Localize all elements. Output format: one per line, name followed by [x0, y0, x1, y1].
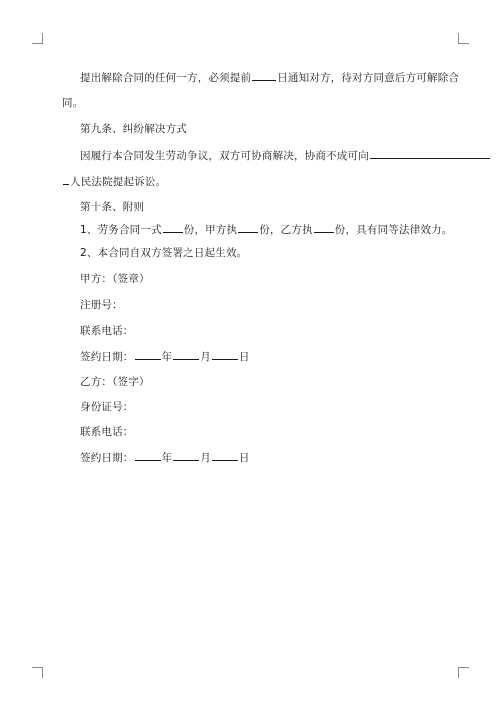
article-9-title	[80, 122, 187, 136]
party-a-copies-blank	[238, 222, 258, 233]
crop-mark-top-left	[32, 33, 43, 44]
party-a-registration	[80, 298, 123, 312]
party-b-copies-blank	[314, 222, 334, 233]
crop-mark-top-right	[458, 33, 469, 44]
party-b-id-label: 身份证号：	[80, 401, 134, 413]
copies-text-d: 份，具有同等法律效力。	[334, 224, 453, 236]
party-b-year-blank	[135, 450, 161, 461]
crop-mark-bottom-right	[458, 667, 469, 678]
party-b-sign-date	[80, 450, 250, 465]
termination-notice-line	[80, 70, 459, 85]
party-b-month-blank	[173, 450, 199, 461]
party-a-phone	[80, 324, 134, 338]
court-name-blank-cont	[63, 174, 69, 185]
party-b-day-unit: 日	[238, 452, 250, 464]
party-a-date-label: 签约日期：	[80, 351, 134, 363]
party-a-day-blank	[212, 349, 238, 360]
article-9-text-a: 因履行本合同发生劳动争议，双方可协商解决，协商不成可向	[80, 150, 369, 162]
termination-text-b: 日通知对方，待对方同意后方可解除合	[277, 72, 460, 84]
party-b-phone	[80, 425, 134, 439]
termination-text-cont: 同。	[62, 97, 84, 109]
party-b-id	[80, 400, 134, 414]
article-10-title-text: 第十条、附则	[80, 201, 145, 213]
court-name-blank	[370, 148, 490, 159]
article-9-continuation	[62, 174, 166, 189]
party-b-phone-label: 联系电话：	[80, 426, 134, 438]
party-b-day-blank	[212, 450, 238, 461]
party-b-date-label: 签约日期：	[80, 452, 134, 464]
effective-text: 2、本合同自双方签署之日起生效。	[80, 247, 248, 259]
copies-text-c: 份，乙方执	[259, 224, 313, 236]
party-a-month-blank	[173, 349, 199, 360]
termination-text-a: 提出解除合同的任何一方，必须提前	[80, 72, 252, 84]
party-b-title-text: 乙方：（签字）	[80, 376, 150, 388]
party-a-phone-label: 联系电话：	[80, 325, 134, 337]
party-a-title	[80, 272, 150, 286]
notice-days-blank	[252, 70, 276, 81]
party-b-title	[80, 375, 150, 389]
copies-text-b: 份，甲方执	[183, 224, 238, 236]
article-10-title	[80, 200, 144, 214]
party-a-year-unit: 年	[161, 351, 173, 363]
article-9-title-text: 第九条、纠纷解决方式	[80, 123, 187, 135]
article-10-copies-line	[80, 222, 452, 237]
party-a-sign-date	[80, 349, 250, 364]
crop-mark-bottom-left	[32, 667, 43, 678]
copies-text-a: 1、劳务合同一式	[80, 224, 162, 236]
party-a-title-text: 甲方：（签章）	[80, 273, 150, 285]
total-copies-blank	[163, 222, 183, 233]
party-b-year-unit: 年	[161, 452, 173, 464]
article-9-line	[80, 148, 491, 163]
article-10-effective-line	[80, 246, 247, 260]
party-b-month-unit: 月	[200, 452, 211, 464]
article-9-text-cont: 人民法院提起诉讼。	[70, 176, 167, 188]
party-a-year-blank	[135, 349, 161, 360]
party-a-day-unit: 日	[238, 351, 250, 363]
party-a-month-unit: 月	[200, 351, 211, 363]
termination-notice-continuation	[62, 96, 83, 110]
party-a-registration-label: 注册号：	[80, 299, 123, 311]
